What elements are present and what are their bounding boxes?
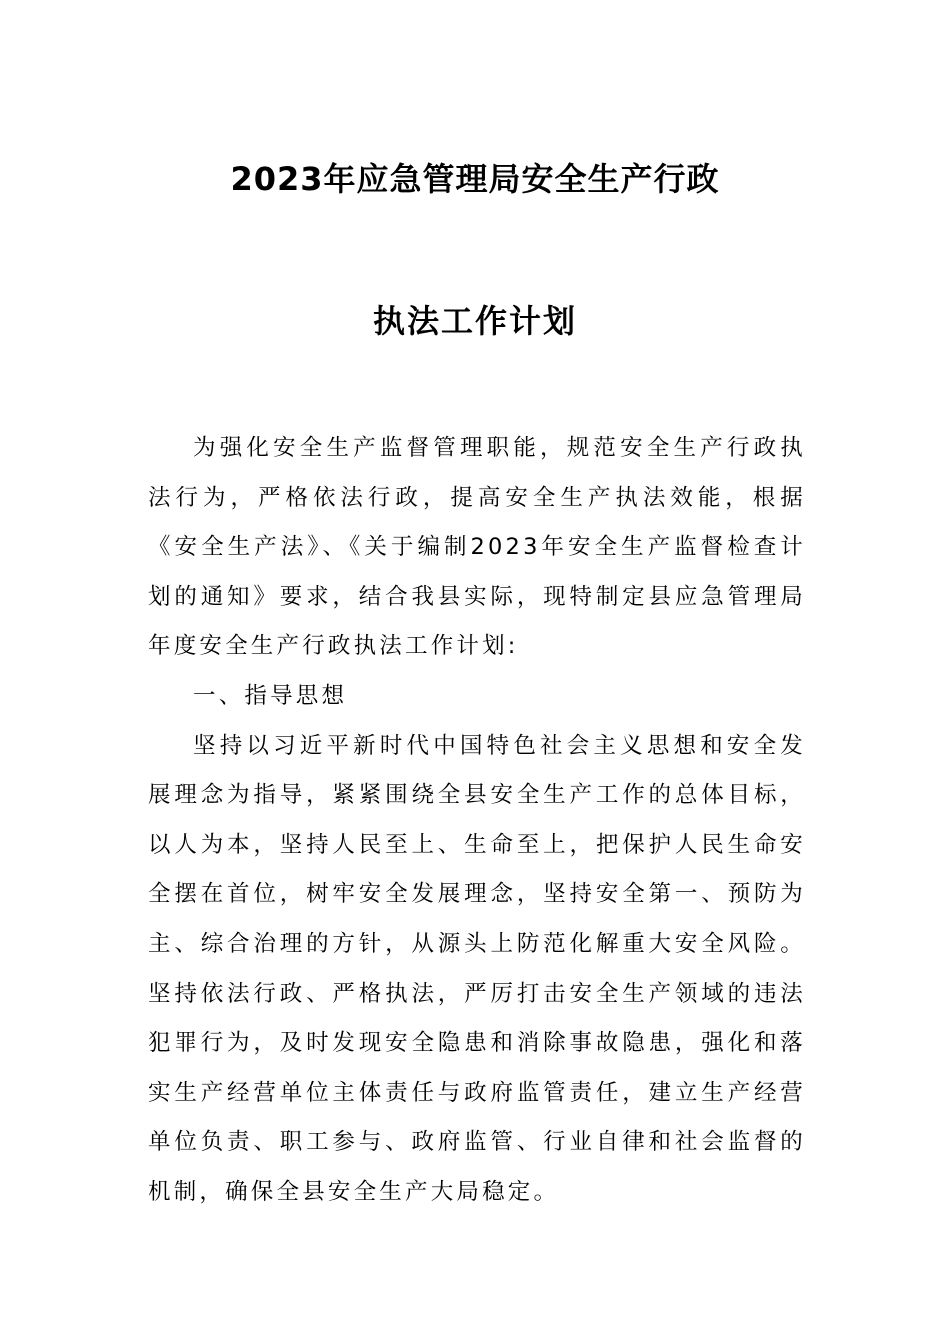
- section-paragraph-guiding-ideology: 坚持以习近平新时代中国特色社会主义思想和安全发展理念为指导，紧紧围绕全县安全生产工作的总体目标，以人为本，坚持人民至上、生命至上，把保护人民生命安全摆在首位，树牢安全发展理念，坚持安全第一、预防为主、综合治理的方针，从源头上防范化解重大安全风险。坚持依法行政、严格执法，严厉打击安全生产领域的违法犯罪行为，及时发现安全隐患和消除事故隐患，强化和落实生产经营单位主体责任与政府监管责任，建立生产经营单位负责、职工参与、政府监管、行业自律和社会监督的机制，确保全县安全生产大局稳定。: [148, 732, 806, 1205]
- document-title-line-1: 2023年应急管理局安全生产行政: [230, 160, 720, 198]
- intro-paragraph: 为强化安全生产监督管理职能，规范安全生产行政执法行为，严格依法行政，提高安全生产执法效能，根据《安全生产法》、《关于编制2023年安全生产监督检查计划的通知》要求，结合我县实际，现特制定县应急管理局年度安全生产行政执法工作计划:: [148, 435, 806, 660]
- document-title-line-2: 执法工作计划: [372, 302, 577, 340]
- section-heading-guiding-ideology: 一、指导思想: [193, 682, 348, 709]
- document-body: [148, 424, 806, 1218]
